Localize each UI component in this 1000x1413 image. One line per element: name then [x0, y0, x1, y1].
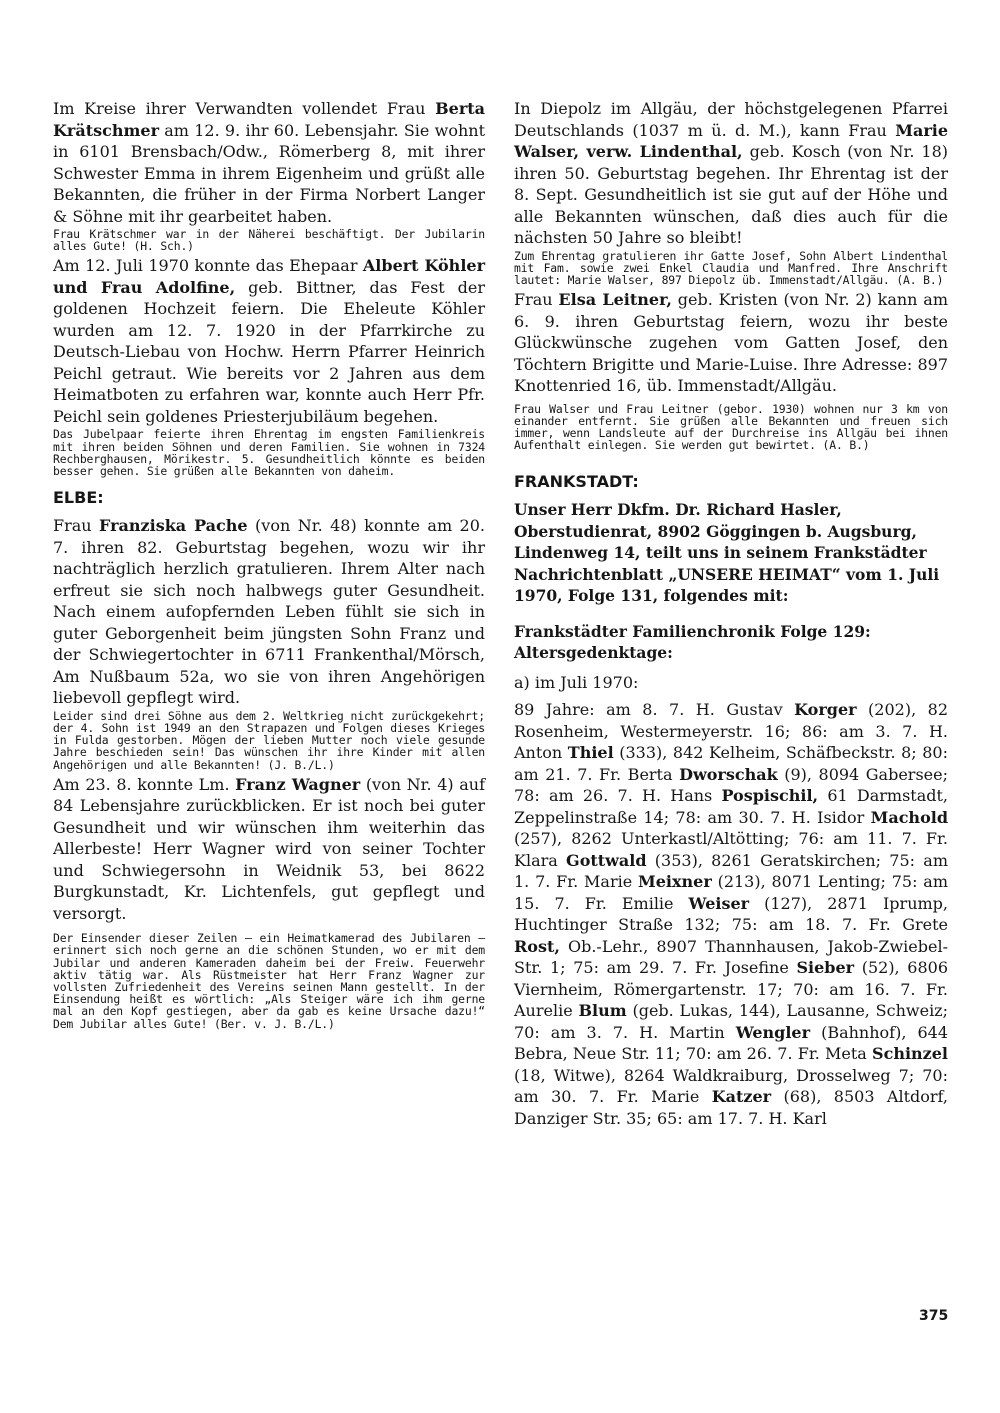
paragraph-wagner: Am 23. 8. konnte Lm. Franz Wagner (von Nr. 4) auf 84 Lebensjahre zurückblicken. Er ist noch bei guter Gesundheit und wir wünschen ihm weiterhin das Allerbeste! Herr Wagner wird von seiner Tochter und Schwiegersohn in Weidnik 53, bei 8622 Burgkunstadt, Kr. Lichtenfels, gut gepflegt und versorgt.	[53, 774, 485, 923]
note-pache: Leider sind drei Söhne aus dem 2. Weltkrieg nicht zurückgekehrt; der 4. Sohn ist 1949 an den Strapazen und Folgen dieses Krieges in Fulda gestorben. Mögen der lieben Mutter noch viele gesunde Jahre beschieden sein! Das wünschen ihr ihre Kinder mit allen Angehörigen und alle Bekannten! (J. B./L.)	[53, 708, 485, 772]
birthday-details: (127), 2871 Iprump, Huchtinger Straße 132; 75: am 18. 7. Fr. Grete	[514, 893, 948, 935]
paragraph-month: a) im Juli 1970:	[514, 672, 639, 692]
birthday-details: (333), 842 Kelheim, Schäfbeckstr. 8; 80: am 21. 7. Fr. Berta	[514, 743, 948, 784]
birthday-details: (geb. Lukas, 144), Lausanne, Schweiz; 70: am 3. 7. H. Martin	[514, 1001, 948, 1042]
birthday-details: 89 Jahre: am 8. 7. H. Gustav	[514, 700, 795, 720]
birthday-name: Schinzel	[872, 1044, 948, 1064]
paragraph-familienchronik: Frankstädter Familienchronik Folge 129: Altersgedenktage:	[514, 621, 871, 663]
name-marie-walser: Marie Walser, verw. Lindenthal,	[514, 120, 948, 161]
birthday-name: Wengler	[735, 1022, 811, 1042]
birthday-name: Rost,	[514, 936, 560, 956]
right-column	[514, 98, 948, 1129]
heading-frankstadt: FRANKSTADT:	[514, 472, 639, 492]
paragraph-kraetschmer: Im Kreise ihrer Verwandten vollendet Frau Berta Krätschmer am 12. 9. ihr 60. Lebensjahr. Sie wohnt in 6101 Brensbach/Odw., Römerberg 8, mit ihrer Schwester Emma in ihrem Eigenheim und grüßt alle Bekannten, die früher in der Firma Norbert Langer & Söhne mit ihr gearbeitet haben.	[53, 99, 485, 226]
page-number: 375	[919, 1308, 949, 1324]
birthday-details: Ob.-Lehr., 8907 Thannhausen, Jakob-Zwiebel-Str. 1; 75: am 29. 7. Fr. Josefine	[514, 936, 948, 978]
name-elsa-leitner: Elsa Leitner,	[558, 290, 672, 310]
birthday-name: Katzer	[711, 1087, 772, 1107]
birthday-name: Weiser	[688, 893, 750, 913]
birthday-name: Meixner	[638, 872, 712, 892]
birthday-name: Machold	[870, 807, 948, 827]
birthday-name: Gottwald	[566, 850, 647, 870]
note-kraetschmer: Frau Krätschmer war in der Näherei beschäftigt. Der Jubilarin alles Gute! (H. Sch.)	[53, 227, 485, 254]
note-koehler: Das Jubelpaar feierte ihren Ehrentag im engsten Familienkreis mit ihren beiden Söhnen und deren Familien. Sie wohnen in 7324 Rechberghausen, Mörikestr. 5. Gesundheitlich könnte es beiden besser gehen. Sie grüßen alle Bekannten von daheim.	[53, 427, 485, 479]
birthday-details: (202), 82 Rosenheim, Westermeyerstr. 16; 86: am 3. 7. H. Anton	[514, 700, 949, 763]
birthday-name: Thiel	[567, 743, 614, 763]
paragraph-koehler: Am 12. Juli 1970 konnte das Ehepaar Albert Köhler und Frau Adolfine, geb. Bittner, das Fest der goldenen Hochzeit feiern. Die Eheleute Köhler wurden am 12. 7. 1920 in der Pfarrkirche zu Deutsch-Liebau von Hochw. Herrn Pfarrer Heinrich Peichl getraut. Wie bereits vor 2 Jahren aus dem Heimatboten zu erfahren war, konnte auch Herr Pfr. Peichl sein goldenes Priesterjubiläum begehen.	[53, 256, 486, 426]
birthday-name: Pospischil,	[721, 786, 819, 806]
name-albert-koehler: Albert Köhler und Frau Adolfine,	[53, 256, 485, 297]
left-column	[53, 98, 485, 1033]
note-walser: Zum Ehrentag gratulieren ihr Gatte Josef, Sohn Albert Lindenthal mit Fam. sowie zwei Enkel Claudia und Manfred. Ihre Anschrift lautet: Marie Walser, 897 Diepolz üb. Immenstadt/Allgäu. (A. B.)	[514, 248, 948, 287]
name-berta-kraetschmer: Berta Krätschmer	[53, 99, 485, 140]
birthday-details: (52), 6806 Viernheim, Römergartenstr. 17; 70: am 16. 7. Fr. Aurelie	[514, 958, 949, 1021]
name-franziska-pache: Franziska Pache	[99, 516, 248, 536]
birthday-details: (68), 8503 Altdorf, Danziger Str. 35; 65: am 17. 7. H. Karl	[514, 1087, 948, 1128]
paragraph-birthday-list	[514, 699, 948, 1129]
birthday-name: Sieber	[796, 958, 855, 978]
birthday-details: (353), 8261 Geratskirchen; 75: am 1. 7. Fr. Marie	[514, 850, 948, 892]
note-wagner: Der Einsender dieser Zeilen — ein Heimatkamerad des Jubilaren — erinnert sich noch gerne an die schönen Stunden, wo er mit dem Jubilar und anderen Kameraden daheim bei der Freiw. Feuerwehr aktiv tätig war. Als Rüstmeister hat Herr Franz Wagner zur vollsten Zufriedenheit des Vereins seinen Mann gestellt. In der Einsendung heißt es wörtlich: „Als Steiger wäre ich ihm gerne mal an den Kopf gestiegen, aber da gab es keine Ursache dazu!“ Dem Jubilar alles Gute! (Ber. v. J. B./L.)	[53, 931, 485, 1031]
paragraph-pache: Frau Franziska Pache (von Nr. 48) konnte am 20. 7. ihren 82. Geburtstag begehen, wozu wir ihr nachträglich herzlich gratulieren. Ihrem Alter nach erfreut sie sich noch halbwegs guter Gesundheit. Nach einem aufopfernden Leben fühlt sie sich in guter Geborgenheit beim jüngsten Sohn Franz und der Schwiegertochter in 6711 Frankenthal/Mörsch, Am Nußbaum 52a, wo sie von ihren Angehörigen liebevoll gepflegt wird.	[53, 516, 485, 708]
birthday-details: (257), 8262 Unterkastl/Altötting; 76: am 11. 7. Fr. Klara	[514, 829, 948, 870]
birthday-name: Blum	[578, 1001, 627, 1021]
paragraph-hasler: Unser Herr Dkfm. Dr. Richard Hasler, Oberstudienrat, 8902 Göggingen b. Augsburg, Lindenweg 14, teilt uns in seinem Frankstädter Nachrichtenblatt „UNSERE HEIMAT“ vom 1. Juli 1970, Folge 131, folgendes mit:	[514, 500, 940, 606]
birthday-details: (18, Witwe), 8264 Waldkraiburg, Drosselweg 7; 70: am 30. 7. Fr. Marie	[514, 1065, 948, 1107]
birthday-details: (213), 8071 Lenting; 75: am 15. 7. Fr. Emilie	[514, 872, 948, 913]
birthday-details: (9), 8094 Gabersee; 78: am 26. 7. H. Hans	[514, 764, 948, 806]
paragraph-leitner: Frau Elsa Leitner, geb. Kristen (von Nr. 2) kann am 6. 9. ihren Geburtstag feiern, wozu ihr beste Glückwünsche zugehen vom Gatten Josef, den Töchtern Brigitte und Marie-Luise. Ihre Adresse: 897 Knottenried 16, üb. Immenstadt/Allgäu.	[514, 290, 948, 396]
birthday-name: Korger	[794, 700, 857, 720]
birthday-name: Dworschak	[679, 764, 778, 784]
paragraph-walser: In Diepolz im Allgäu, der höchstgelegenen Pfarrei Deutschlands (1037 m ü. d. M.), kann Frau Marie Walser, verw. Lindenthal, geb. Kosch (von Nr. 18) ihren 50. Geburtstag begehen. Ihr Ehrentag ist der 8. Sept. Gesundheitlich ist sie gut auf der Höhe und alle Bekannten wünschen, daß dies auch für die nächsten 50 Jahre so bleibt!	[514, 99, 948, 247]
name-franz-wagner: Franz Wagner	[235, 774, 361, 794]
heading-elbe: ELBE:	[53, 488, 104, 508]
birthday-details: 61 Darmstadt, Zeppelinstraße 14; 78: am 30. 7. H. Isidor	[514, 786, 949, 827]
note-leitner: Frau Walser und Frau Leitner (gebor. 1930) wohnen nur 3 km von einander entfernt. Sie grüßen alle Bekannten und freuen sich immer, wenn Landsleute auf der Durchreise ins Allgäu bei ihnen Aufenthalt einlegen. Sie werden gut bewirtet. (A. B.)	[514, 401, 948, 453]
birthday-details: (Bahnhof), 644 Bebra, Neue Str. 11; 70: am 26. 7. Fr. Meta	[514, 1022, 948, 1064]
